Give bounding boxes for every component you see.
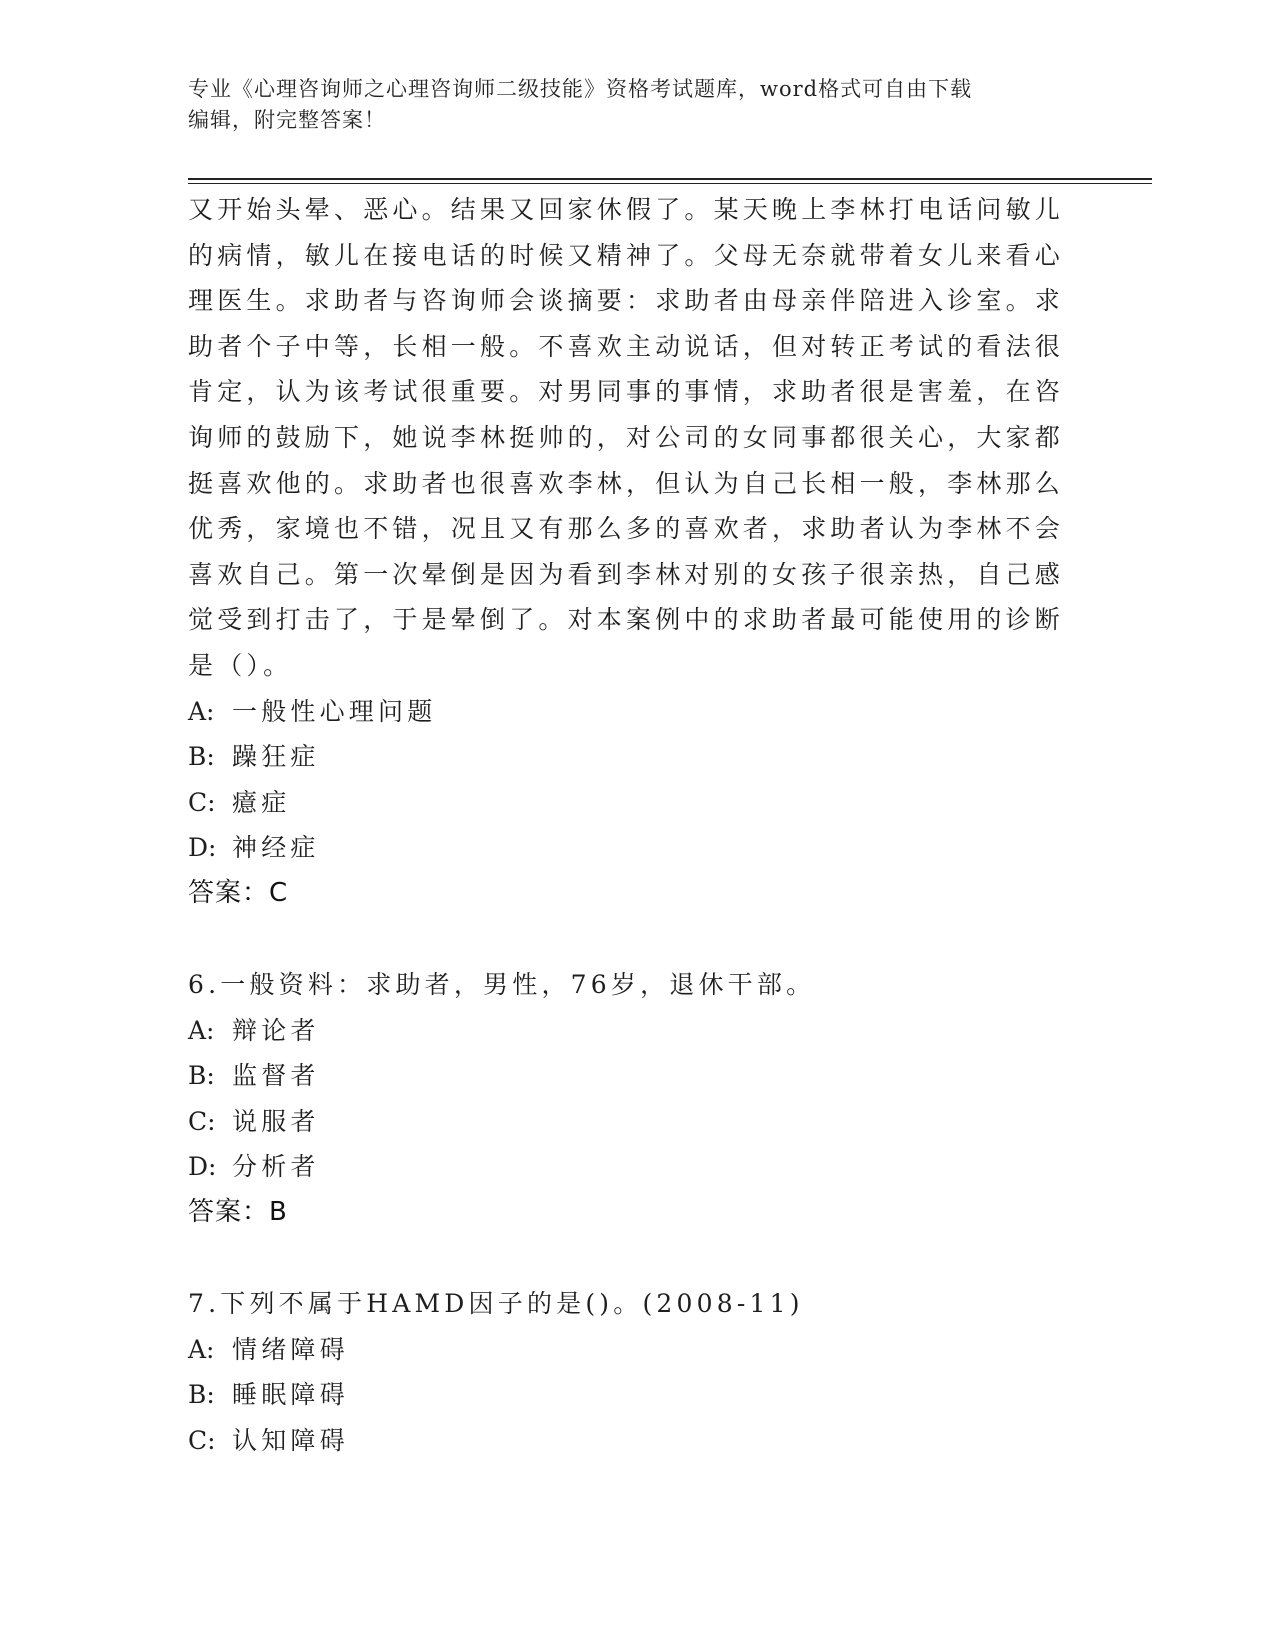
- answer-line: 答案：B: [188, 1197, 288, 1228]
- option-letter: D:: [188, 833, 217, 863]
- option-text: 癔症: [232, 787, 291, 817]
- option-d: [188, 1144, 1078, 1190]
- page-header: [188, 74, 1068, 136]
- option-letter: C:: [188, 787, 216, 817]
- answer-line: 答案：C: [188, 877, 289, 908]
- option-c: [188, 1099, 1078, 1145]
- option-text: 情绪障碍: [232, 1334, 349, 1364]
- header-divider-thin: [188, 183, 1152, 184]
- option-b: [188, 1053, 1078, 1099]
- question-text-line: 是（）。: [188, 650, 293, 680]
- option-letter: C:: [188, 1426, 216, 1456]
- question-text-line: 挺喜欢他的。求助者也很喜欢李林，但认为自己长相一般，李林那么: [188, 468, 1065, 498]
- option-text: 睡眠障碍: [232, 1380, 349, 1410]
- option-text: 躁狂症: [232, 742, 320, 772]
- question-stem: 6.一般资料：求助者，男性，76岁，退休干部。: [188, 970, 816, 1000]
- option-text: 一般性心理问题: [232, 696, 437, 726]
- option-letter: A:: [188, 696, 215, 726]
- option-text: 说服者: [232, 1106, 320, 1136]
- question-5: [188, 187, 1078, 917]
- spacer: [188, 917, 1078, 963]
- question-text-line: 优秀，家境也不错，况且又有那么多的喜欢者，求助者认为李林不会: [188, 514, 1065, 544]
- option-letter: B:: [188, 742, 215, 772]
- document-body: [188, 187, 1078, 1464]
- option-text: 神经症: [232, 833, 320, 863]
- spacer: [188, 1236, 1078, 1282]
- question-text-line: 觉受到打击了，于是晕倒了。对本案例中的求助者最可能使用的诊断: [188, 605, 1065, 635]
- question-text-line: 又开始头晕、恶心。结果又回家休假了。某天晚上李林打电话问敏儿: [188, 195, 1065, 224]
- header-line-1: 专业《心理咨询师之心理咨询师二级技能》资格考试题库，word格式可自由下载: [188, 77, 973, 101]
- option-letter: A:: [188, 1015, 215, 1045]
- header-divider-thick: [188, 178, 1152, 180]
- option-text: 辩论者: [232, 1015, 320, 1045]
- option-text: 监督者: [232, 1061, 320, 1091]
- option-b: [188, 734, 1078, 780]
- option-letter: A:: [188, 1334, 215, 1364]
- question-text-line: 肯定，认为该考试很重要。对男同事的事情，求助者很是害羞，在咨: [188, 377, 1065, 407]
- option-letter: D:: [188, 1152, 217, 1182]
- option-d: [188, 825, 1078, 871]
- option-c: [188, 780, 1078, 826]
- option-letter: B:: [188, 1061, 215, 1091]
- option-letter: C:: [188, 1106, 216, 1136]
- option-c: [188, 1418, 1078, 1464]
- option-a: [188, 1008, 1078, 1054]
- question-text-line: 的病情，敏儿在接电话的时候又精神了。父母无奈就带着女儿来看心: [188, 240, 1065, 270]
- question-text-line: 理医生。求助者与咨询师会谈摘要：求助者由母亲伴陪进入诊室。求: [188, 286, 1065, 316]
- option-b: [188, 1372, 1078, 1418]
- question-text-line: 助者个子中等，长相一般。不喜欢主动说话，但对转正考试的看法很: [188, 331, 1065, 361]
- option-letter: B:: [188, 1380, 215, 1410]
- option-text: 认知障碍: [232, 1426, 349, 1456]
- question-stem: 7.下列不属于HAMD因子的是()。(2008-11): [188, 1289, 804, 1319]
- option-a: [188, 689, 1078, 735]
- header-line-2: 编辑，附完整答案！: [188, 108, 386, 132]
- option-a: [188, 1327, 1078, 1373]
- question-text-line: 询师的鼓励下，她说李林挺帅的，对公司的女同事都很关心，大家都: [188, 422, 1065, 452]
- question-text-line: 喜欢自己。第一次晕倒是因为看到李林对别的女孩子很亲热，自己感: [188, 559, 1065, 589]
- option-text: 分析者: [232, 1152, 320, 1182]
- question-7: [188, 1281, 1078, 1463]
- question-6: [188, 962, 1078, 1236]
